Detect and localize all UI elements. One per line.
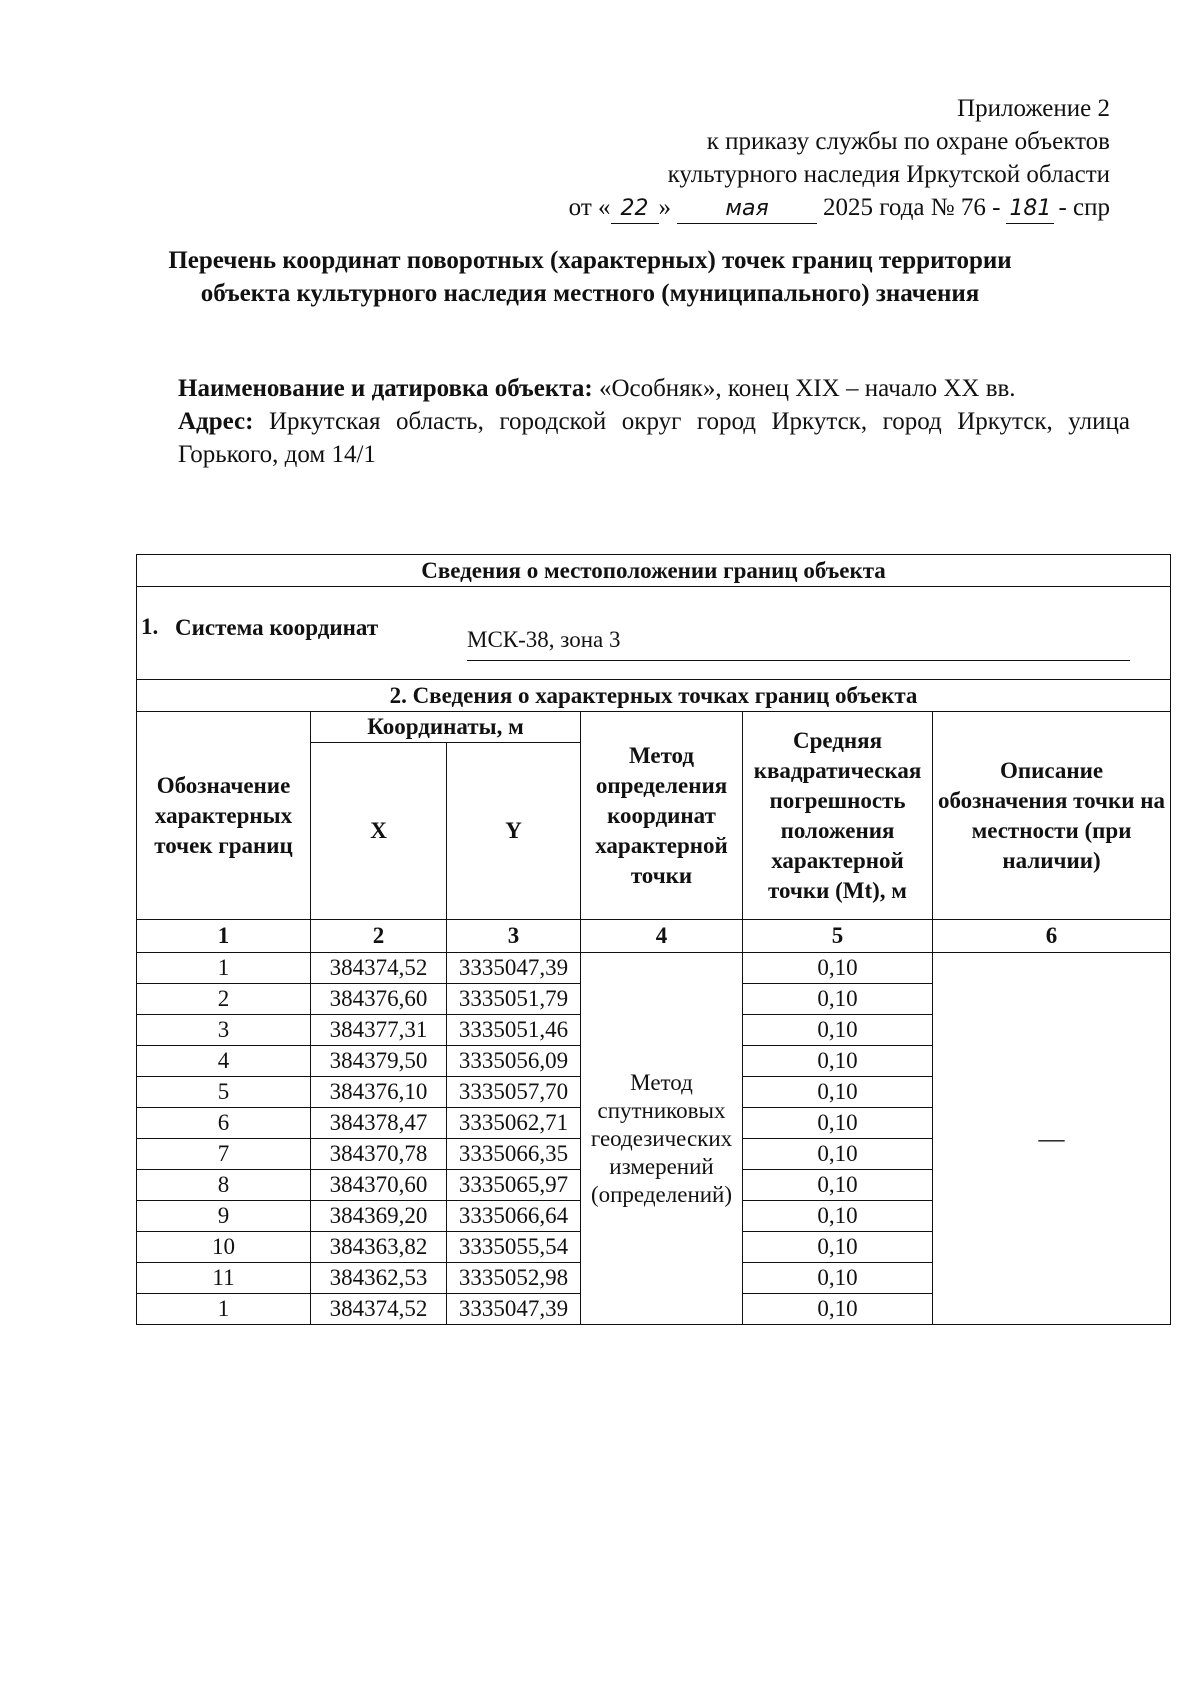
coord-system-value: МСК-38, зона 3 [467, 628, 1130, 661]
appendix-date-line [569, 191, 1110, 224]
coord-system-number: 1. [141, 613, 159, 639]
error-mt: 0,10 [743, 1263, 933, 1294]
point-id: 4 [137, 1046, 311, 1077]
description-cell: — [933, 953, 1171, 1325]
column-number: 5 [743, 920, 933, 953]
coord-system-label: Система координат [175, 614, 379, 640]
column-number: 1 [137, 920, 311, 953]
appendix-line-1: Приложение 2 [957, 95, 1110, 122]
error-mt: 0,10 [743, 1015, 933, 1046]
error-mt: 0,10 [743, 1232, 933, 1263]
error-mt: 0,10 [743, 1170, 933, 1201]
coord-y: 3335062,71 [447, 1108, 581, 1139]
header-x: X [311, 743, 447, 920]
coord-x: 384363,82 [311, 1232, 447, 1263]
coord-x: 384374,52 [311, 1294, 447, 1325]
point-id: 8 [137, 1170, 311, 1201]
header-error: Средняя квадратическая погрешность положения характерной точки (Mt), м [743, 712, 933, 920]
coord-y: 3335066,35 [447, 1139, 581, 1170]
handwritten-day: 22 [611, 197, 659, 224]
error-mt: 0,10 [743, 1201, 933, 1232]
column-number: 6 [933, 920, 1171, 953]
coord-y: 3335055,54 [447, 1232, 581, 1263]
date-quote-close: » [658, 194, 672, 221]
column-number: 4 [581, 920, 743, 953]
error-mt: 0,10 [743, 1046, 933, 1077]
error-mt: 0,10 [743, 1139, 933, 1170]
coord-x: 384370,60 [311, 1170, 447, 1201]
coord-x: 384376,10 [311, 1077, 447, 1108]
appendix-line-2: к приказу службы по охране объектов [706, 128, 1110, 155]
coord-y: 3335065,97 [447, 1170, 581, 1201]
error-mt: 0,10 [743, 953, 933, 984]
handwritten-month: мая [677, 197, 817, 224]
handwritten-order-number: 181 [1006, 197, 1054, 224]
table-row [137, 953, 1171, 984]
coord-y: 3335057,70 [447, 1077, 581, 1108]
point-id: 11 [137, 1263, 311, 1294]
coord-y: 3335056,09 [447, 1046, 581, 1077]
point-id: 1 [137, 1294, 311, 1325]
header-method: Метод определения координат характерной точки [581, 712, 743, 920]
header-y: Y [447, 743, 581, 920]
point-id: 1 [137, 953, 311, 984]
coord-y: 3335047,39 [447, 1294, 581, 1325]
coord-x: 384370,78 [311, 1139, 447, 1170]
coord-x: 384379,50 [311, 1046, 447, 1077]
method-cell: Метод спутниковых геодезических измерений (определений) [581, 953, 743, 1325]
section-title: Сведения о местоположении границ объекта [137, 555, 1171, 587]
date-prefix: от « [568, 194, 611, 221]
appendix-header [569, 92, 1110, 224]
boundary-table [136, 554, 1171, 1325]
column-number: 2 [311, 920, 447, 953]
object-info [178, 372, 1130, 471]
coord-x: 384374,52 [311, 953, 447, 984]
point-id: 2 [137, 984, 311, 1015]
point-id: 10 [137, 1232, 311, 1263]
error-mt: 0,10 [743, 1077, 933, 1108]
column-number-row [137, 920, 1171, 953]
error-mt: 0,10 [743, 984, 933, 1015]
coord-y: 3335047,39 [447, 953, 581, 984]
point-id: 9 [137, 1201, 311, 1232]
point-id: 3 [137, 1015, 311, 1046]
address-value: Иркутская область, городской округ город Иркутск, город Иркутск, улица Горького, дом 14/1 [178, 408, 1130, 468]
points-section-title: 2. Сведения о характерных точках границ объекта [137, 680, 1171, 712]
error-mt: 0,10 [743, 1108, 933, 1139]
object-name-value: «Особняк», конец XIX – начало XX вв. [598, 375, 1016, 402]
coord-y: 3335052,98 [447, 1263, 581, 1294]
header-description: Описание обозначения точки на местности (при наличии) [933, 712, 1171, 920]
point-id: 5 [137, 1077, 311, 1108]
error-mt: 0,10 [743, 1294, 933, 1325]
header-point: Обозначение характерных точек границ [137, 712, 311, 920]
object-name-label: Наименование и датировка объекта: [178, 375, 593, 402]
coord-system-cell [137, 587, 1171, 680]
appendix-line-3: культурного наследия Иркутской области [667, 161, 1110, 188]
date-suffix: - спр [1058, 194, 1110, 221]
coord-y: 3335051,79 [447, 984, 581, 1015]
coord-x: 384369,20 [311, 1201, 447, 1232]
document-title: Перечень координат поворотных (характерных) точек границ территории объекта культурного наследия местного (муниципального) значения [168, 247, 1012, 307]
coord-y: 3335066,64 [447, 1201, 581, 1232]
address-line [178, 405, 1130, 471]
coord-x: 384362,53 [311, 1263, 447, 1294]
address-label: Адрес: [178, 408, 254, 435]
object-name-line [178, 372, 1130, 405]
column-number: 3 [447, 920, 581, 953]
point-id: 6 [137, 1108, 311, 1139]
date-year-text: 2025 года № 76 - [823, 194, 1001, 221]
coord-y: 3335051,46 [447, 1015, 581, 1046]
coord-x: 384377,31 [311, 1015, 447, 1046]
header-coords: Координаты, м [311, 712, 581, 743]
point-id: 7 [137, 1139, 311, 1170]
coord-x: 384376,60 [311, 984, 447, 1015]
coord-x: 384378,47 [311, 1108, 447, 1139]
